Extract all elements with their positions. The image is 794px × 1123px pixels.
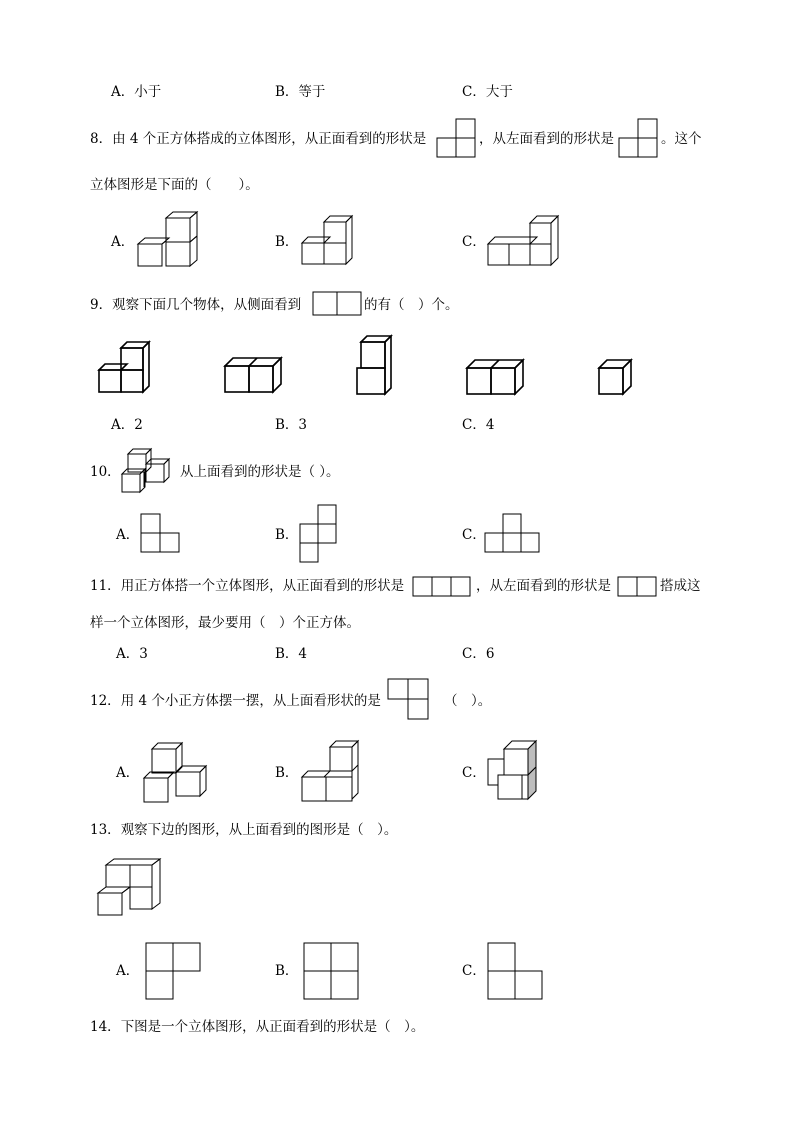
q8-option-b-figure[interactable]	[300, 214, 356, 268]
q10-option-a-label[interactable]: A．	[116, 527, 140, 543]
q12-option-a-label[interactable]: A．	[116, 765, 140, 781]
q13-text: 13．观察下边的图形，从上面看到的图形是（ ）。	[90, 822, 398, 838]
q11-text-line1b: ，从左面看到的形状是	[476, 578, 611, 594]
q13-option-a-label[interactable]: A．	[116, 963, 140, 979]
q11-left-view-figure	[617, 576, 659, 598]
q10-text: 从上面看到的形状是（ ）。	[180, 464, 340, 480]
q13-option-a-figure[interactable]	[145, 942, 203, 1002]
q12-top-view-figure	[387, 678, 431, 722]
q7-option-c-label[interactable]: C．大于	[462, 84, 513, 100]
q13-option-c-label[interactable]: C．	[462, 963, 486, 979]
q10-option-c-label[interactable]: C．	[462, 527, 486, 543]
q8-left-view-figure	[618, 118, 660, 160]
q8-option-c-label[interactable]: C．	[462, 234, 486, 250]
q12-option-a-figure[interactable]	[142, 739, 210, 805]
q13-object-figure	[96, 857, 164, 917]
q12-option-b-label[interactable]: B．	[275, 765, 299, 781]
q9-option-c-label[interactable]: C．4	[462, 417, 495, 433]
q8-front-view-figure	[436, 118, 478, 160]
q11-text-line1c: 搭成这	[660, 578, 701, 594]
q13-option-b-figure[interactable]	[303, 942, 361, 1002]
q8-option-a-label[interactable]: A．	[111, 234, 135, 250]
q8-option-c-figure[interactable]	[486, 214, 562, 268]
q12-option-c-label[interactable]: C．	[462, 765, 486, 781]
q12-option-c-figure[interactable]	[484, 739, 542, 805]
q8-text-line1b: ，从左面看到的形状是	[479, 131, 614, 147]
q13-option-b-label[interactable]: B．	[275, 963, 299, 979]
q9-text-b: 的有（ ）个。	[364, 297, 459, 313]
q11-front-view-figure	[412, 576, 472, 598]
q9-object-5-figure	[597, 358, 637, 398]
q9-side-view-figure	[312, 291, 364, 317]
q10-object-figure	[120, 446, 176, 496]
q8-text-line1: 8．由 4 个正方体搭成的立体图形，从正面看到的形状是	[90, 131, 427, 147]
q8-text-line1c: 。这个	[661, 131, 702, 147]
q9-object-1-figure	[97, 340, 153, 396]
q11-text-line1: 11．用正方体搭一个立体图形，从正面看到的形状是	[90, 578, 405, 594]
q11-option-c-label[interactable]: C．6	[462, 646, 495, 662]
q10-option-b-label[interactable]: B．	[275, 527, 299, 543]
q9-option-b-label[interactable]: B．3	[275, 417, 308, 433]
q10-number: 10．	[90, 464, 121, 480]
q7-option-a-label[interactable]: A．小于	[111, 84, 162, 100]
q14-text: 14．下图是一个立体图形，从正面看到的形状是（ ）。	[90, 1019, 425, 1035]
q8-option-b-label[interactable]: B．	[275, 234, 299, 250]
q9-object-3-figure	[355, 334, 395, 396]
q9-option-a-label[interactable]: A．2	[111, 417, 143, 433]
q13-option-c-figure[interactable]	[487, 942, 545, 1002]
q8-text-line2: 立体图形是下面的（ ）。	[90, 177, 259, 193]
q12-text-b: （ ）。	[444, 693, 492, 709]
q8-option-a-figure[interactable]	[136, 210, 200, 270]
q12-text-a: 12．用 4 个小正方体摆一摆，从上面看形状的是	[90, 693, 381, 709]
q9-object-4-figure	[465, 358, 527, 398]
q12-option-b-figure[interactable]	[300, 739, 362, 805]
q10-option-b-figure[interactable]	[299, 504, 339, 564]
q9-object-2-figure	[223, 356, 285, 396]
q10-option-c-figure[interactable]	[484, 513, 542, 553]
q11-text-line2: 样一个立体图形，最少要用（ ）个正方体。	[90, 615, 360, 631]
q9-text-a: 9．观察下面几个物体，从侧面看到	[90, 297, 302, 313]
q11-option-b-label[interactable]: B．4	[275, 646, 308, 662]
q11-option-a-label[interactable]: A．3	[116, 646, 148, 662]
q7-option-b-label[interactable]: B．等于	[275, 84, 326, 100]
q10-option-a-figure[interactable]	[140, 513, 182, 553]
